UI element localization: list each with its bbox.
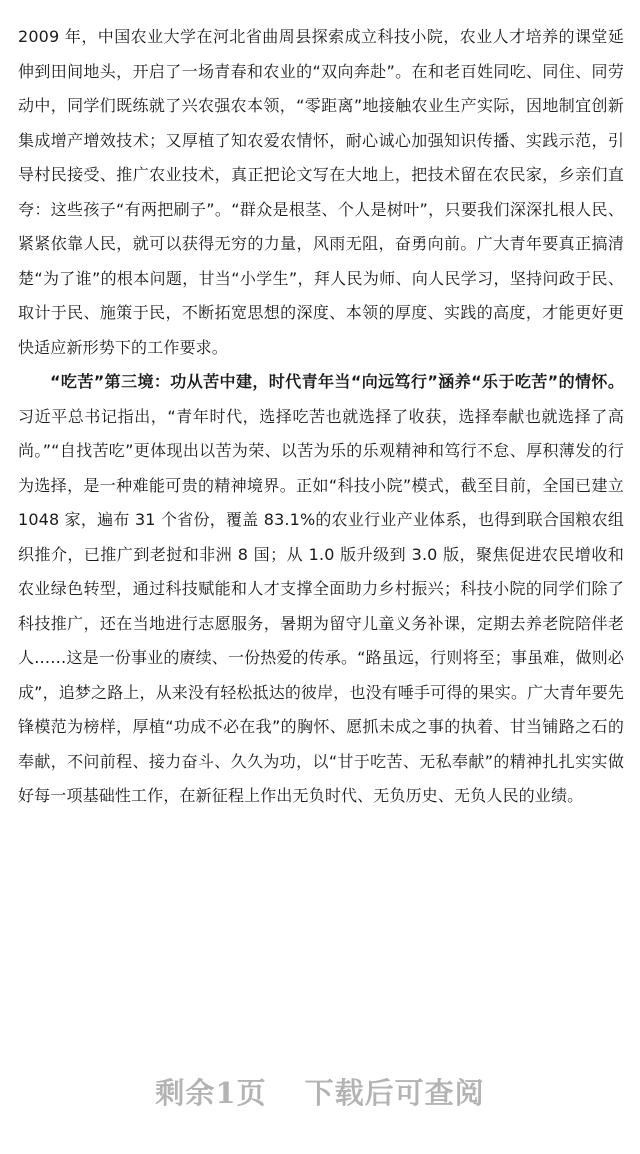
paragraph-1: 2009 年，中国农业大学在河北省曲周县探索成立科技小院，农业人才培养的课堂延伸到田间地头，开启了一场青春和农业的“双向奔赴”。在和老百姓同吃、同住、同劳动中，同学们既练就了兴农强农本领，“零距离”地接触农业生产实际，因地制宜创新集成增产增效技术；又厚植了知农爱农情怀，耐心诚心加强知识传播、实践示范，引导村民接受、推广农业技术，真正把论文写在大地上，把技术留在农民家，乡亲们直夸：这些孩子“有两把刷子”。“群众是根茎、个人是树叶”，只要我们深深扎根人民、紧紧依靠人民，就可以获得无穷的力量，风雨无阻，奋勇向前。广大青年要真正搞清楚“为了谁”的根本问题，甘当“小学生”，拜人民为师、向人民学习，坚持问政于民、取计于民、施策于民，不断拓宽思想的深度、本领的厚度、实践的高度，才能更好更快适应新形势下的工作要求。 [18, 27, 624, 357]
remaining-pages-label: 剩余1页 [155, 1075, 267, 1110]
paragraph-2-lead: “吃苦”第三境：功从苦中建，时代青年当“向远笃行”涵养“乐于吃苦”的情怀。 [50, 372, 624, 391]
paragraph-2-body: 习近平总书记指出，“青年时代，选择吃苦也就选择了收获，选择奉献也就选择了高尚。”“自找苦吃”更体现出以苦为荣、以苦为乐的乐观精神和笃行不怠、厚积薄发的行为选择，是一种难能可贵的精神境界。正如“科技小院”模式，截至目前，全国已建立 1048 家，遍布 31 个省份，覆盖 83.1%的农业行业产业体系，也得到联合国粮农组织推介，已推广到老挝和非洲 8 国；从 1.0 版升级到 3.0 版，聚焦促进农民增收和农业绿色转型，通过科技赋能和人才支撑全面助力乡村振兴；科技小院的同学们除了科技推广，还在当地进行志愿服务，暑期为留守儿童义务补课，定期去养老院陪伴老人……这是一份事业的赓续、一份热爱的传承。“路虽远，行则将至；事虽难，做则必成”，追梦之路上，从来没有轻松抵达的彼岸，也没有唾手可得的果实。广大青年要先锋模范为榜样，厚植“功成不必在我”的胸怀、愿抓未成之事的执着、甘当铺路之石的奉献，不问前程、接力奋斗、久久为功，以“甘于吃苦、无私奉献”的精神扎扎实实做好每一项基础性工作，在新征程上作出无负时代、无负历史、无负人民的业绩。 [18, 406, 624, 805]
paragraph-2 [18, 365, 624, 814]
document-body [18, 20, 624, 814]
download-notice[interactable] [0, 1068, 640, 1114]
download-prompt-label[interactable]: 下载后可查阅 [304, 1075, 485, 1110]
